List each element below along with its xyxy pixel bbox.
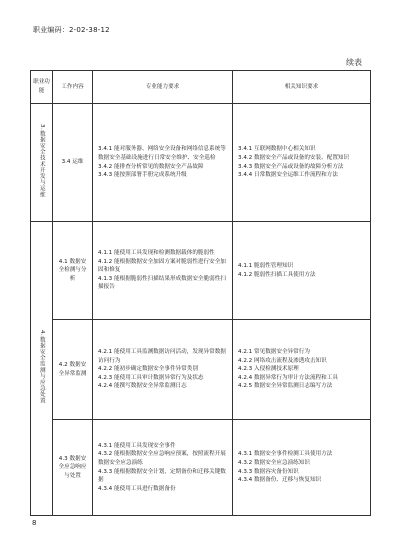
- skill-item: 3.4.1 能对服务器、网络安全设备和网络信息系统等数据安全基础设施进行日常安全维护、安全巡检: [98, 146, 226, 161]
- knowledge-cell: [233, 420, 371, 516]
- header-func: 职业功能: [31, 71, 53, 104]
- function-label: 4.数据安全监测与应急处置: [38, 329, 45, 404]
- skills-cell: [93, 320, 233, 420]
- skill-item: 4.3.2 能根据数据安全应急响应预案，按照流程开展数据安全应急演练: [98, 451, 226, 466]
- knowledge-item: 4.2.5 数据安全异常监测日志编写方法: [238, 383, 333, 390]
- knowledge-item: 3.4.1 互联网数据中心相关知识: [238, 146, 316, 153]
- skill-item: 4.2.1 能使用工具监测数据访问活动，发现异常数据访问行为: [98, 348, 226, 364]
- header-work: 工作内容: [53, 71, 93, 104]
- work-content-cell: 4.3 数据安全应急响应与处置: [53, 420, 93, 516]
- knowledge-item: 4.2.2 网络攻击流程及渗透攻击知识: [238, 357, 327, 364]
- work-content-cell: 3.4 运维: [53, 104, 93, 222]
- skill-item: 4.3.1 能使用工具发现安全事件: [98, 442, 176, 449]
- skill-item: 4.1.1 能使用工具发现和检测数据载体的脆弱性: [98, 249, 215, 256]
- knowledge-item: 3.4.3 数据安全产品或设备的故障分析方法: [238, 163, 344, 170]
- header-skills: 专业能力要求: [93, 71, 233, 104]
- knowledge-item: 4.3.1 数据安全事件检测工具使用方法: [238, 451, 333, 458]
- skill-item: 4.2.3 能使用工具审计数据异常行为及状态: [98, 374, 204, 381]
- skill-item: 4.1.2 能根据数据安全加固方案对脆弱性进行安全加固和修复: [98, 258, 226, 274]
- table-row: [31, 420, 371, 516]
- function-label: 3.数据安全技术开发与运维: [38, 123, 45, 198]
- header-knowledge: 相关知识要求: [233, 71, 371, 104]
- table-header-row: [31, 71, 371, 104]
- continued-label: 续表: [346, 58, 362, 67]
- skill-item: 4.2.4 能撰写数据安全异常监测日志: [98, 383, 187, 390]
- function-cell: [31, 104, 53, 222]
- knowledge-cell: [233, 222, 371, 320]
- knowledge-item: 4.3.3 数据容灾备份知识: [238, 468, 299, 475]
- function-cell: [31, 222, 53, 516]
- skill-item: 3.4.2 能排查分析常见的数据安全产品故障: [98, 163, 204, 170]
- knowledge-cell: [233, 320, 371, 420]
- skills-cell: [93, 222, 233, 320]
- skill-item: 4.1.3 能根据脆弱性扫描结果形成数据安全脆弱性扫描报告: [98, 275, 226, 291]
- table-row: [31, 320, 371, 420]
- knowledge-item: 4.3.2 数据安全应急演练知识: [238, 459, 310, 466]
- knowledge-item: 3.4.4 日常数据安全运维工作流程和方法: [238, 172, 338, 179]
- table-row: [31, 104, 371, 222]
- skill-item: 4.3.4 能使用工具进行数据备份: [98, 485, 176, 492]
- page-number: 8: [32, 519, 37, 527]
- work-content-cell: 4.2 数据安全异常监测: [53, 320, 93, 420]
- knowledge-item: 4.2.1 常见数据安全异常行为: [238, 348, 310, 355]
- skill-item: 3.4.3 能按照部署手册完成系统升级: [98, 172, 187, 179]
- knowledge-item: 4.2.3 入侵检测技术原理: [238, 366, 299, 373]
- knowledge-cell: [233, 104, 371, 222]
- knowledge-item: 4.3.4 数据备份、迁移与恢复知识: [238, 477, 322, 484]
- knowledge-item: 4.1.2 脆弱性扫描工具使用方法: [238, 271, 316, 278]
- competency-table: [30, 70, 371, 516]
- skills-cell: [93, 104, 233, 222]
- skills-cell: [93, 420, 233, 516]
- knowledge-item: 3.4.2 数据安全产品或设备的安装、配置知识: [238, 154, 350, 161]
- knowledge-item: 4.2.4 数据异常行为审计方法流程和工具: [238, 374, 338, 381]
- occupation-code: 职业编码：2-02-38-12: [33, 26, 110, 34]
- work-content-cell: 4.1 数据安全检测与分析: [53, 222, 93, 320]
- table-row: [31, 222, 371, 320]
- knowledge-item: 4.1.1 脆弱性管理知识: [238, 262, 294, 269]
- skill-item: 4.3.3 能根据数据安全计划，定期备份和迁移关键数据: [98, 468, 226, 484]
- skill-item: 4.2.2 能初步确定数据安全事件异常类别: [98, 366, 198, 373]
